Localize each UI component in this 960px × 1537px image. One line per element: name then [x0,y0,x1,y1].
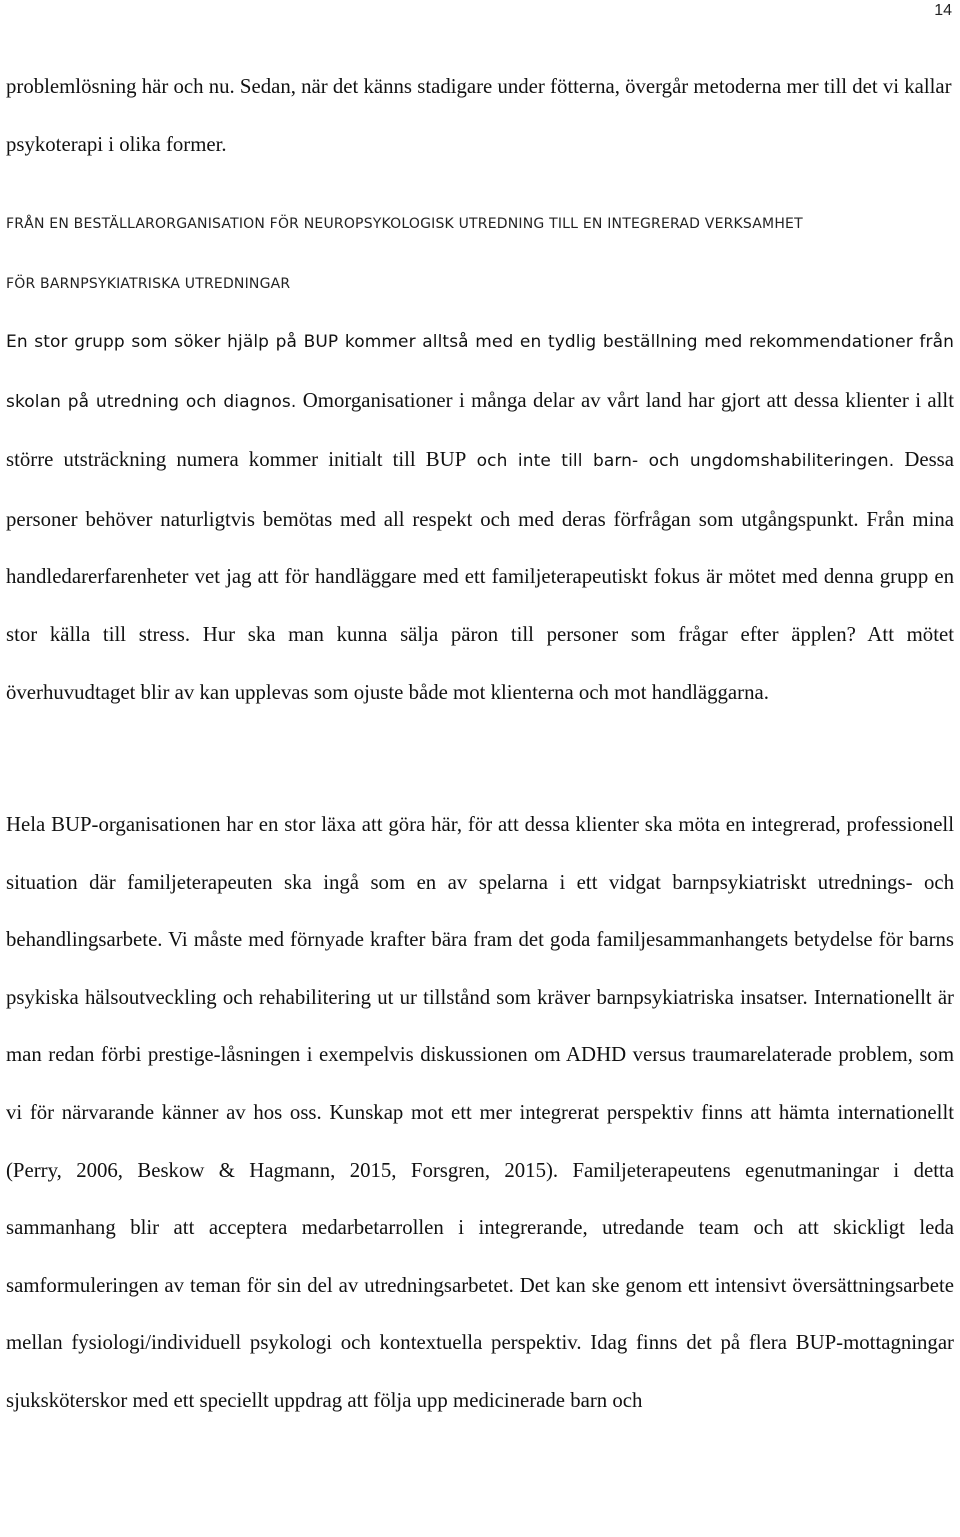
paragraph-1-serif-segment-2: Dessa personer behöver naturligtvis bemötas med all respekt och med deras förfrågan som utgångspunkt. Från mina handledarerfarenheter vet jag att för handläggare med ett familjeterapeutiskt fokus är mötet med denna grupp en stor källa till stress. Hur ska man kunna sälja päron till personer som frågar efter äpplen? Att mötet överhuvudtaget blir av kan upplevas som ojuste både mot klienterna och mot handläggarna. [6,448,954,704]
paragraph-1-serif-segment: Omorganisationer i många delar av vårt land har gjort att dessa klienter i allt större utsträckning numera kommer initialt till BUP [6,388,954,472]
page-number: 14 [934,2,952,19]
body-paragraph-1 [6,314,954,721]
intro-paragraph: problemlösning här och nu. Sedan, när det känns stadigare under fötterna, övergår metoderna mer till det vi kallar psykoterapi i olika former. [6,75,952,156]
section-heading-line-1: FRÅN EN BESTÄLLARORGANISATION FÖR NEUROPSYKOLOGISK UTREDNING TILL EN INTEGRERAD VERKSAMHET [6,216,803,232]
paragraph-1-sans-segment: En stor grupp som söker hjälp på BUP kommer alltså med en tydlig beställning med rekommendationer från skolan på utredning och diagnos. [6,332,954,412]
paragraph-1-sans-segment-2: och inte till barn- och ungdomshabiliteringen. [466,451,895,472]
section-heading-line-2: FÖR BARNPSYKIATRISKA UTREDNINGAR [6,276,291,292]
body-paragraph-2: Hela BUP-organisationen har en stor läxa att göra här, för att dessa klienter ska möta en integrerad, professionell situation där familjeterapeuten ska ingå som en av spelarna i ett vidgat barnpsykiatriskt utrednings- och behandlingsarbete. Vi måste med förnyade krafter bära fram det goda familjesammanhangets betydelse för barns psykiska hälsoutveckling och rehabilitering ut ur tillstånd som kräver barnpsykiatriska insatser. Internationellt är man redan förbi prestige-låsningen i exempelvis diskussionen om ADHD versus traumarelaterade problem, som vi för närvarande känner av hos oss. Kunskap mot ett mer integrerat perspektiv finns att hämta internationellt (Perry, 2006, Beskow & Hagmann, 2015, Forsgren, 2015). Familjeterapeutens egenutmaningar i detta sammanhang blir att acceptera medarbetarrollen i integrerande, utredande team och att skickligt leda samformuleringen av teman för sin del av utredningsarbetet. Det kan ske genom ett intensivt översättningsarbete mellan fysiologi/individuell psykologi och kontextuella perspektiv. Idag finns det på flera BUP-mottagningar sjuksköterskor med ett speciellt uppdrag att följa upp medicinerade barn och [6,813,954,1412]
